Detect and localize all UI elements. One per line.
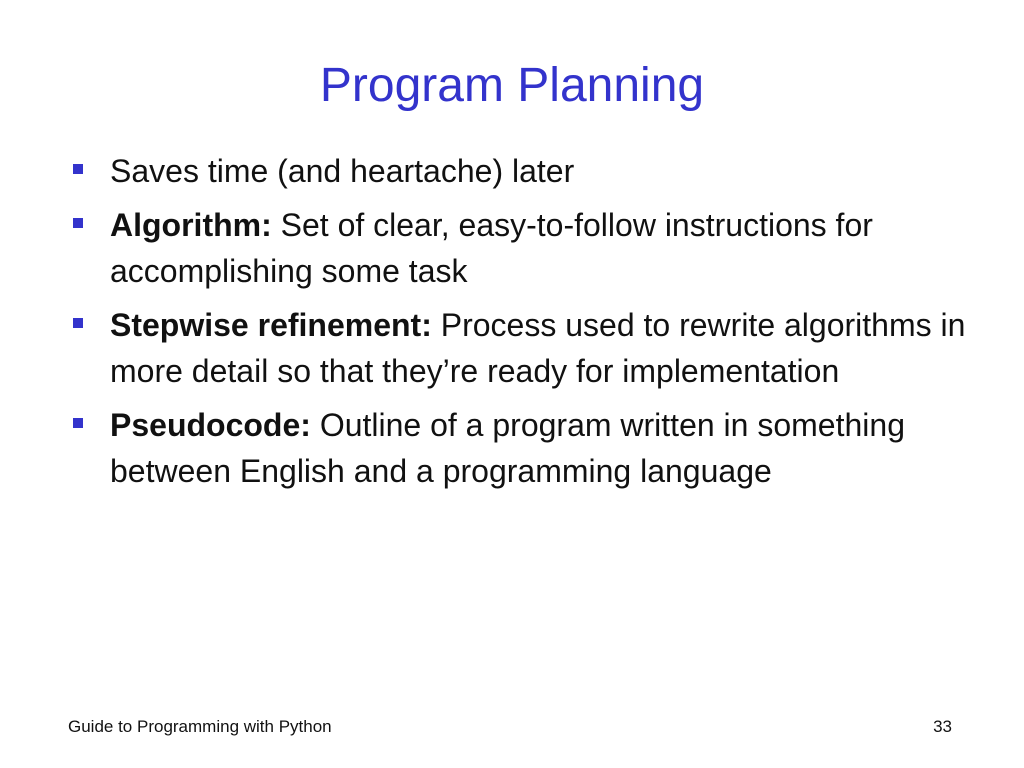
footer-source: Guide to Programming with Python [68,717,332,736]
square-bullet-icon [73,318,83,328]
bullet-list [68,148,968,502]
bullet-term: Pseudocode: [110,407,311,443]
slide-title: Program Planning [319,59,705,112]
bullet-text: Saves time (and heartache) later [110,153,575,189]
bullet-text: Set of clear, easy-to-follow instructions for accomplishing some task [110,207,873,289]
bullet-text: Process used to rewrite algorithms in more detail so that they’re ready for implementation [110,307,966,389]
square-bullet-icon [73,218,83,228]
bullet-term: Stepwise refinement: [110,307,432,343]
square-bullet-icon [73,164,83,174]
page-number: 33 [933,717,952,736]
bullet-item [68,148,968,194]
bullet-item [68,202,968,294]
bullet-item [68,402,968,494]
bullet-item [68,302,968,394]
bullet-text: Outline of a program written in something between English and a programming language [110,407,905,489]
bullet-term: Algorithm: [110,207,272,243]
square-bullet-icon [73,418,83,428]
